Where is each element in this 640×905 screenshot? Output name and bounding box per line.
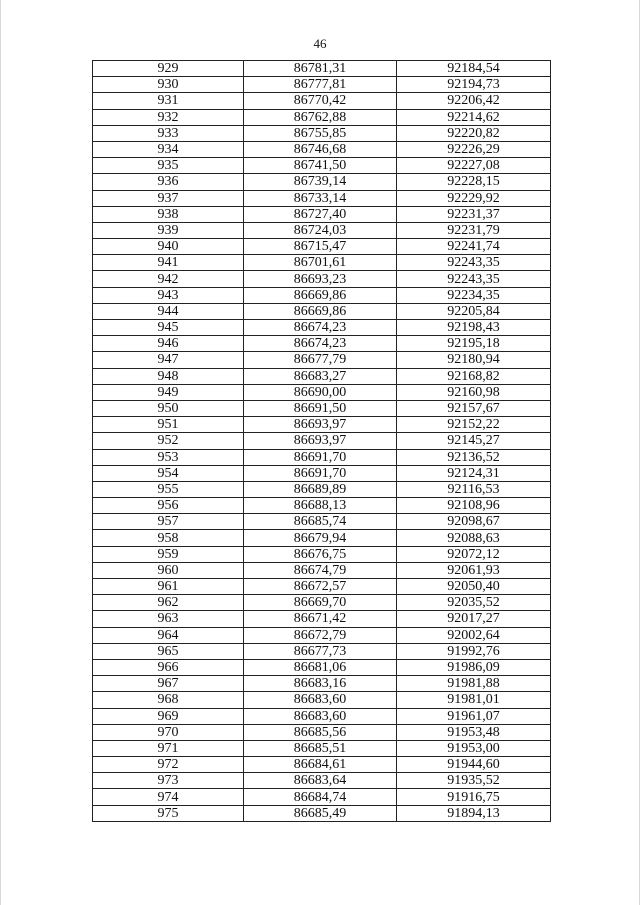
table-row xyxy=(93,417,551,433)
table-row xyxy=(93,724,551,740)
table-row xyxy=(93,77,551,93)
x-coordinate-cell: 86755,85 xyxy=(244,125,397,141)
point-number-cell: 967 xyxy=(93,676,244,692)
table-row xyxy=(93,530,551,546)
point-number-cell: 955 xyxy=(93,481,244,497)
x-coordinate-cell: 86683,60 xyxy=(244,708,397,724)
x-coordinate-cell: 86727,40 xyxy=(244,206,397,222)
table-row xyxy=(93,773,551,789)
x-coordinate-cell: 86781,31 xyxy=(244,61,397,77)
point-number-cell: 962 xyxy=(93,595,244,611)
x-coordinate-cell: 86676,75 xyxy=(244,546,397,562)
table-row xyxy=(93,692,551,708)
y-coordinate-cell: 92206,42 xyxy=(397,93,551,109)
point-number-cell: 936 xyxy=(93,174,244,190)
x-coordinate-cell: 86701,61 xyxy=(244,255,397,271)
x-coordinate-cell: 86674,23 xyxy=(244,336,397,352)
table-row xyxy=(93,239,551,255)
x-coordinate-cell: 86669,70 xyxy=(244,595,397,611)
y-coordinate-cell: 92116,53 xyxy=(397,481,551,497)
y-coordinate-cell: 92017,27 xyxy=(397,611,551,627)
x-coordinate-cell: 86688,13 xyxy=(244,498,397,514)
point-number-cell: 972 xyxy=(93,757,244,773)
table-row xyxy=(93,659,551,675)
point-number-cell: 950 xyxy=(93,400,244,416)
point-number-cell: 942 xyxy=(93,271,244,287)
y-coordinate-cell: 92231,37 xyxy=(397,206,551,222)
table-row xyxy=(93,287,551,303)
x-coordinate-cell: 86684,74 xyxy=(244,789,397,805)
x-coordinate-cell: 86715,47 xyxy=(244,239,397,255)
table-row xyxy=(93,562,551,578)
table-row xyxy=(93,368,551,384)
x-coordinate-cell: 86685,49 xyxy=(244,805,397,821)
table-row xyxy=(93,465,551,481)
x-coordinate-cell: 86674,79 xyxy=(244,562,397,578)
table-row xyxy=(93,579,551,595)
x-coordinate-cell: 86669,86 xyxy=(244,287,397,303)
coordinates-table xyxy=(92,60,551,822)
point-number-cell: 969 xyxy=(93,708,244,724)
y-coordinate-cell: 91986,09 xyxy=(397,659,551,675)
point-number-cell: 937 xyxy=(93,190,244,206)
y-coordinate-cell: 92108,96 xyxy=(397,498,551,514)
table-row xyxy=(93,643,551,659)
point-number-cell: 938 xyxy=(93,206,244,222)
x-coordinate-cell: 86683,64 xyxy=(244,773,397,789)
y-coordinate-cell: 91953,48 xyxy=(397,724,551,740)
y-coordinate-cell: 92124,31 xyxy=(397,465,551,481)
point-number-cell: 943 xyxy=(93,287,244,303)
table-row xyxy=(93,595,551,611)
x-coordinate-cell: 86671,42 xyxy=(244,611,397,627)
x-coordinate-cell: 86683,60 xyxy=(244,692,397,708)
y-coordinate-cell: 91944,60 xyxy=(397,757,551,773)
x-coordinate-cell: 86762,88 xyxy=(244,109,397,125)
x-coordinate-cell: 86677,79 xyxy=(244,352,397,368)
point-number-cell: 959 xyxy=(93,546,244,562)
y-coordinate-cell: 92243,35 xyxy=(397,255,551,271)
point-number-cell: 944 xyxy=(93,303,244,319)
x-coordinate-cell: 86684,61 xyxy=(244,757,397,773)
y-coordinate-cell: 91935,52 xyxy=(397,773,551,789)
table-row xyxy=(93,384,551,400)
y-coordinate-cell: 92220,82 xyxy=(397,125,551,141)
table-row xyxy=(93,789,551,805)
table-row xyxy=(93,449,551,465)
table-row xyxy=(93,627,551,643)
point-number-cell: 974 xyxy=(93,789,244,805)
x-coordinate-cell: 86739,14 xyxy=(244,174,397,190)
x-coordinate-cell: 86691,50 xyxy=(244,400,397,416)
point-number-cell: 931 xyxy=(93,93,244,109)
y-coordinate-cell: 91953,00 xyxy=(397,740,551,756)
point-number-cell: 964 xyxy=(93,627,244,643)
point-number-cell: 946 xyxy=(93,336,244,352)
point-number-cell: 965 xyxy=(93,643,244,659)
y-coordinate-cell: 92098,67 xyxy=(397,514,551,530)
table-row xyxy=(93,805,551,821)
point-number-cell: 940 xyxy=(93,239,244,255)
y-coordinate-cell: 92243,35 xyxy=(397,271,551,287)
y-coordinate-cell: 92234,35 xyxy=(397,287,551,303)
x-coordinate-cell: 86691,70 xyxy=(244,449,397,465)
point-number-cell: 975 xyxy=(93,805,244,821)
x-coordinate-cell: 86677,73 xyxy=(244,643,397,659)
table-row xyxy=(93,400,551,416)
y-coordinate-cell: 92136,52 xyxy=(397,449,551,465)
y-coordinate-cell: 92072,12 xyxy=(397,546,551,562)
table-row xyxy=(93,611,551,627)
y-coordinate-cell: 92198,43 xyxy=(397,320,551,336)
x-coordinate-cell: 86672,57 xyxy=(244,579,397,595)
x-coordinate-cell: 86685,51 xyxy=(244,740,397,756)
point-number-cell: 956 xyxy=(93,498,244,514)
x-coordinate-cell: 86733,14 xyxy=(244,190,397,206)
x-coordinate-cell: 86746,68 xyxy=(244,141,397,157)
coordinates-table-body xyxy=(93,61,551,822)
point-number-cell: 973 xyxy=(93,773,244,789)
y-coordinate-cell: 92002,64 xyxy=(397,627,551,643)
point-number-cell: 949 xyxy=(93,384,244,400)
x-coordinate-cell: 86777,81 xyxy=(244,77,397,93)
y-coordinate-cell: 92168,82 xyxy=(397,368,551,384)
table-row xyxy=(93,303,551,319)
y-coordinate-cell: 92160,98 xyxy=(397,384,551,400)
y-coordinate-cell: 92088,63 xyxy=(397,530,551,546)
x-coordinate-cell: 86683,16 xyxy=(244,676,397,692)
x-coordinate-cell: 86693,97 xyxy=(244,417,397,433)
y-coordinate-cell: 92180,94 xyxy=(397,352,551,368)
table-row xyxy=(93,757,551,773)
y-coordinate-cell: 92229,92 xyxy=(397,190,551,206)
y-coordinate-cell: 92241,74 xyxy=(397,239,551,255)
table-row xyxy=(93,222,551,238)
y-coordinate-cell: 91981,01 xyxy=(397,692,551,708)
table-row xyxy=(93,158,551,174)
y-coordinate-cell: 91992,76 xyxy=(397,643,551,659)
y-coordinate-cell: 91961,07 xyxy=(397,708,551,724)
point-number-cell: 930 xyxy=(93,77,244,93)
table-row xyxy=(93,676,551,692)
point-number-cell: 939 xyxy=(93,222,244,238)
table-row xyxy=(93,141,551,157)
table-row xyxy=(93,708,551,724)
point-number-cell: 951 xyxy=(93,417,244,433)
point-number-cell: 971 xyxy=(93,740,244,756)
point-number-cell: 957 xyxy=(93,514,244,530)
y-coordinate-cell: 92227,08 xyxy=(397,158,551,174)
point-number-cell: 934 xyxy=(93,141,244,157)
x-coordinate-cell: 86724,03 xyxy=(244,222,397,238)
y-coordinate-cell: 92214,62 xyxy=(397,109,551,125)
table-row xyxy=(93,433,551,449)
x-coordinate-cell: 86770,42 xyxy=(244,93,397,109)
x-coordinate-cell: 86683,27 xyxy=(244,368,397,384)
y-coordinate-cell: 91916,75 xyxy=(397,789,551,805)
table-row xyxy=(93,61,551,77)
point-number-cell: 963 xyxy=(93,611,244,627)
y-coordinate-cell: 92205,84 xyxy=(397,303,551,319)
table-row xyxy=(93,93,551,109)
point-number-cell: 958 xyxy=(93,530,244,546)
x-coordinate-cell: 86669,86 xyxy=(244,303,397,319)
y-coordinate-cell: 92184,54 xyxy=(397,61,551,77)
table-row xyxy=(93,190,551,206)
table-row xyxy=(93,352,551,368)
table-row xyxy=(93,336,551,352)
point-number-cell: 966 xyxy=(93,659,244,675)
y-coordinate-cell: 92226,29 xyxy=(397,141,551,157)
y-coordinate-cell: 92157,67 xyxy=(397,400,551,416)
point-number-cell: 952 xyxy=(93,433,244,449)
table-row xyxy=(93,740,551,756)
table-row xyxy=(93,514,551,530)
x-coordinate-cell: 86679,94 xyxy=(244,530,397,546)
y-coordinate-cell: 92145,27 xyxy=(397,433,551,449)
point-number-cell: 929 xyxy=(93,61,244,77)
y-coordinate-cell: 92228,15 xyxy=(397,174,551,190)
point-number-cell: 948 xyxy=(93,368,244,384)
page-number: 46 xyxy=(313,36,327,51)
y-coordinate-cell: 91981,88 xyxy=(397,676,551,692)
point-number-cell: 954 xyxy=(93,465,244,481)
point-number-cell: 960 xyxy=(93,562,244,578)
x-coordinate-cell: 86690,00 xyxy=(244,384,397,400)
point-number-cell: 935 xyxy=(93,158,244,174)
table-row xyxy=(93,255,551,271)
y-coordinate-cell: 92152,22 xyxy=(397,417,551,433)
table-row xyxy=(93,271,551,287)
y-coordinate-cell: 92035,52 xyxy=(397,595,551,611)
y-coordinate-cell: 92061,93 xyxy=(397,562,551,578)
table-row xyxy=(93,125,551,141)
point-number-cell: 947 xyxy=(93,352,244,368)
table-row xyxy=(93,481,551,497)
table-row xyxy=(93,206,551,222)
point-number-cell: 933 xyxy=(93,125,244,141)
y-coordinate-cell: 92194,73 xyxy=(397,77,551,93)
point-number-cell: 945 xyxy=(93,320,244,336)
point-number-cell: 970 xyxy=(93,724,244,740)
y-coordinate-cell: 92195,18 xyxy=(397,336,551,352)
x-coordinate-cell: 86685,56 xyxy=(244,724,397,740)
point-number-cell: 932 xyxy=(93,109,244,125)
point-number-cell: 968 xyxy=(93,692,244,708)
x-coordinate-cell: 86681,06 xyxy=(244,659,397,675)
y-coordinate-cell: 91894,13 xyxy=(397,805,551,821)
x-coordinate-cell: 86693,23 xyxy=(244,271,397,287)
x-coordinate-cell: 86691,70 xyxy=(244,465,397,481)
table-row xyxy=(93,498,551,514)
table-row xyxy=(93,109,551,125)
point-number-cell: 941 xyxy=(93,255,244,271)
x-coordinate-cell: 86672,79 xyxy=(244,627,397,643)
point-number-cell: 953 xyxy=(93,449,244,465)
table-row xyxy=(93,320,551,336)
scan-edge-left xyxy=(0,0,1,905)
y-coordinate-cell: 92231,79 xyxy=(397,222,551,238)
table-row xyxy=(93,546,551,562)
x-coordinate-cell: 86741,50 xyxy=(244,158,397,174)
x-coordinate-cell: 86689,89 xyxy=(244,481,397,497)
x-coordinate-cell: 86685,74 xyxy=(244,514,397,530)
point-number-cell: 961 xyxy=(93,579,244,595)
table-row xyxy=(93,174,551,190)
y-coordinate-cell: 92050,40 xyxy=(397,579,551,595)
x-coordinate-cell: 86674,23 xyxy=(244,320,397,336)
x-coordinate-cell: 86693,97 xyxy=(244,433,397,449)
